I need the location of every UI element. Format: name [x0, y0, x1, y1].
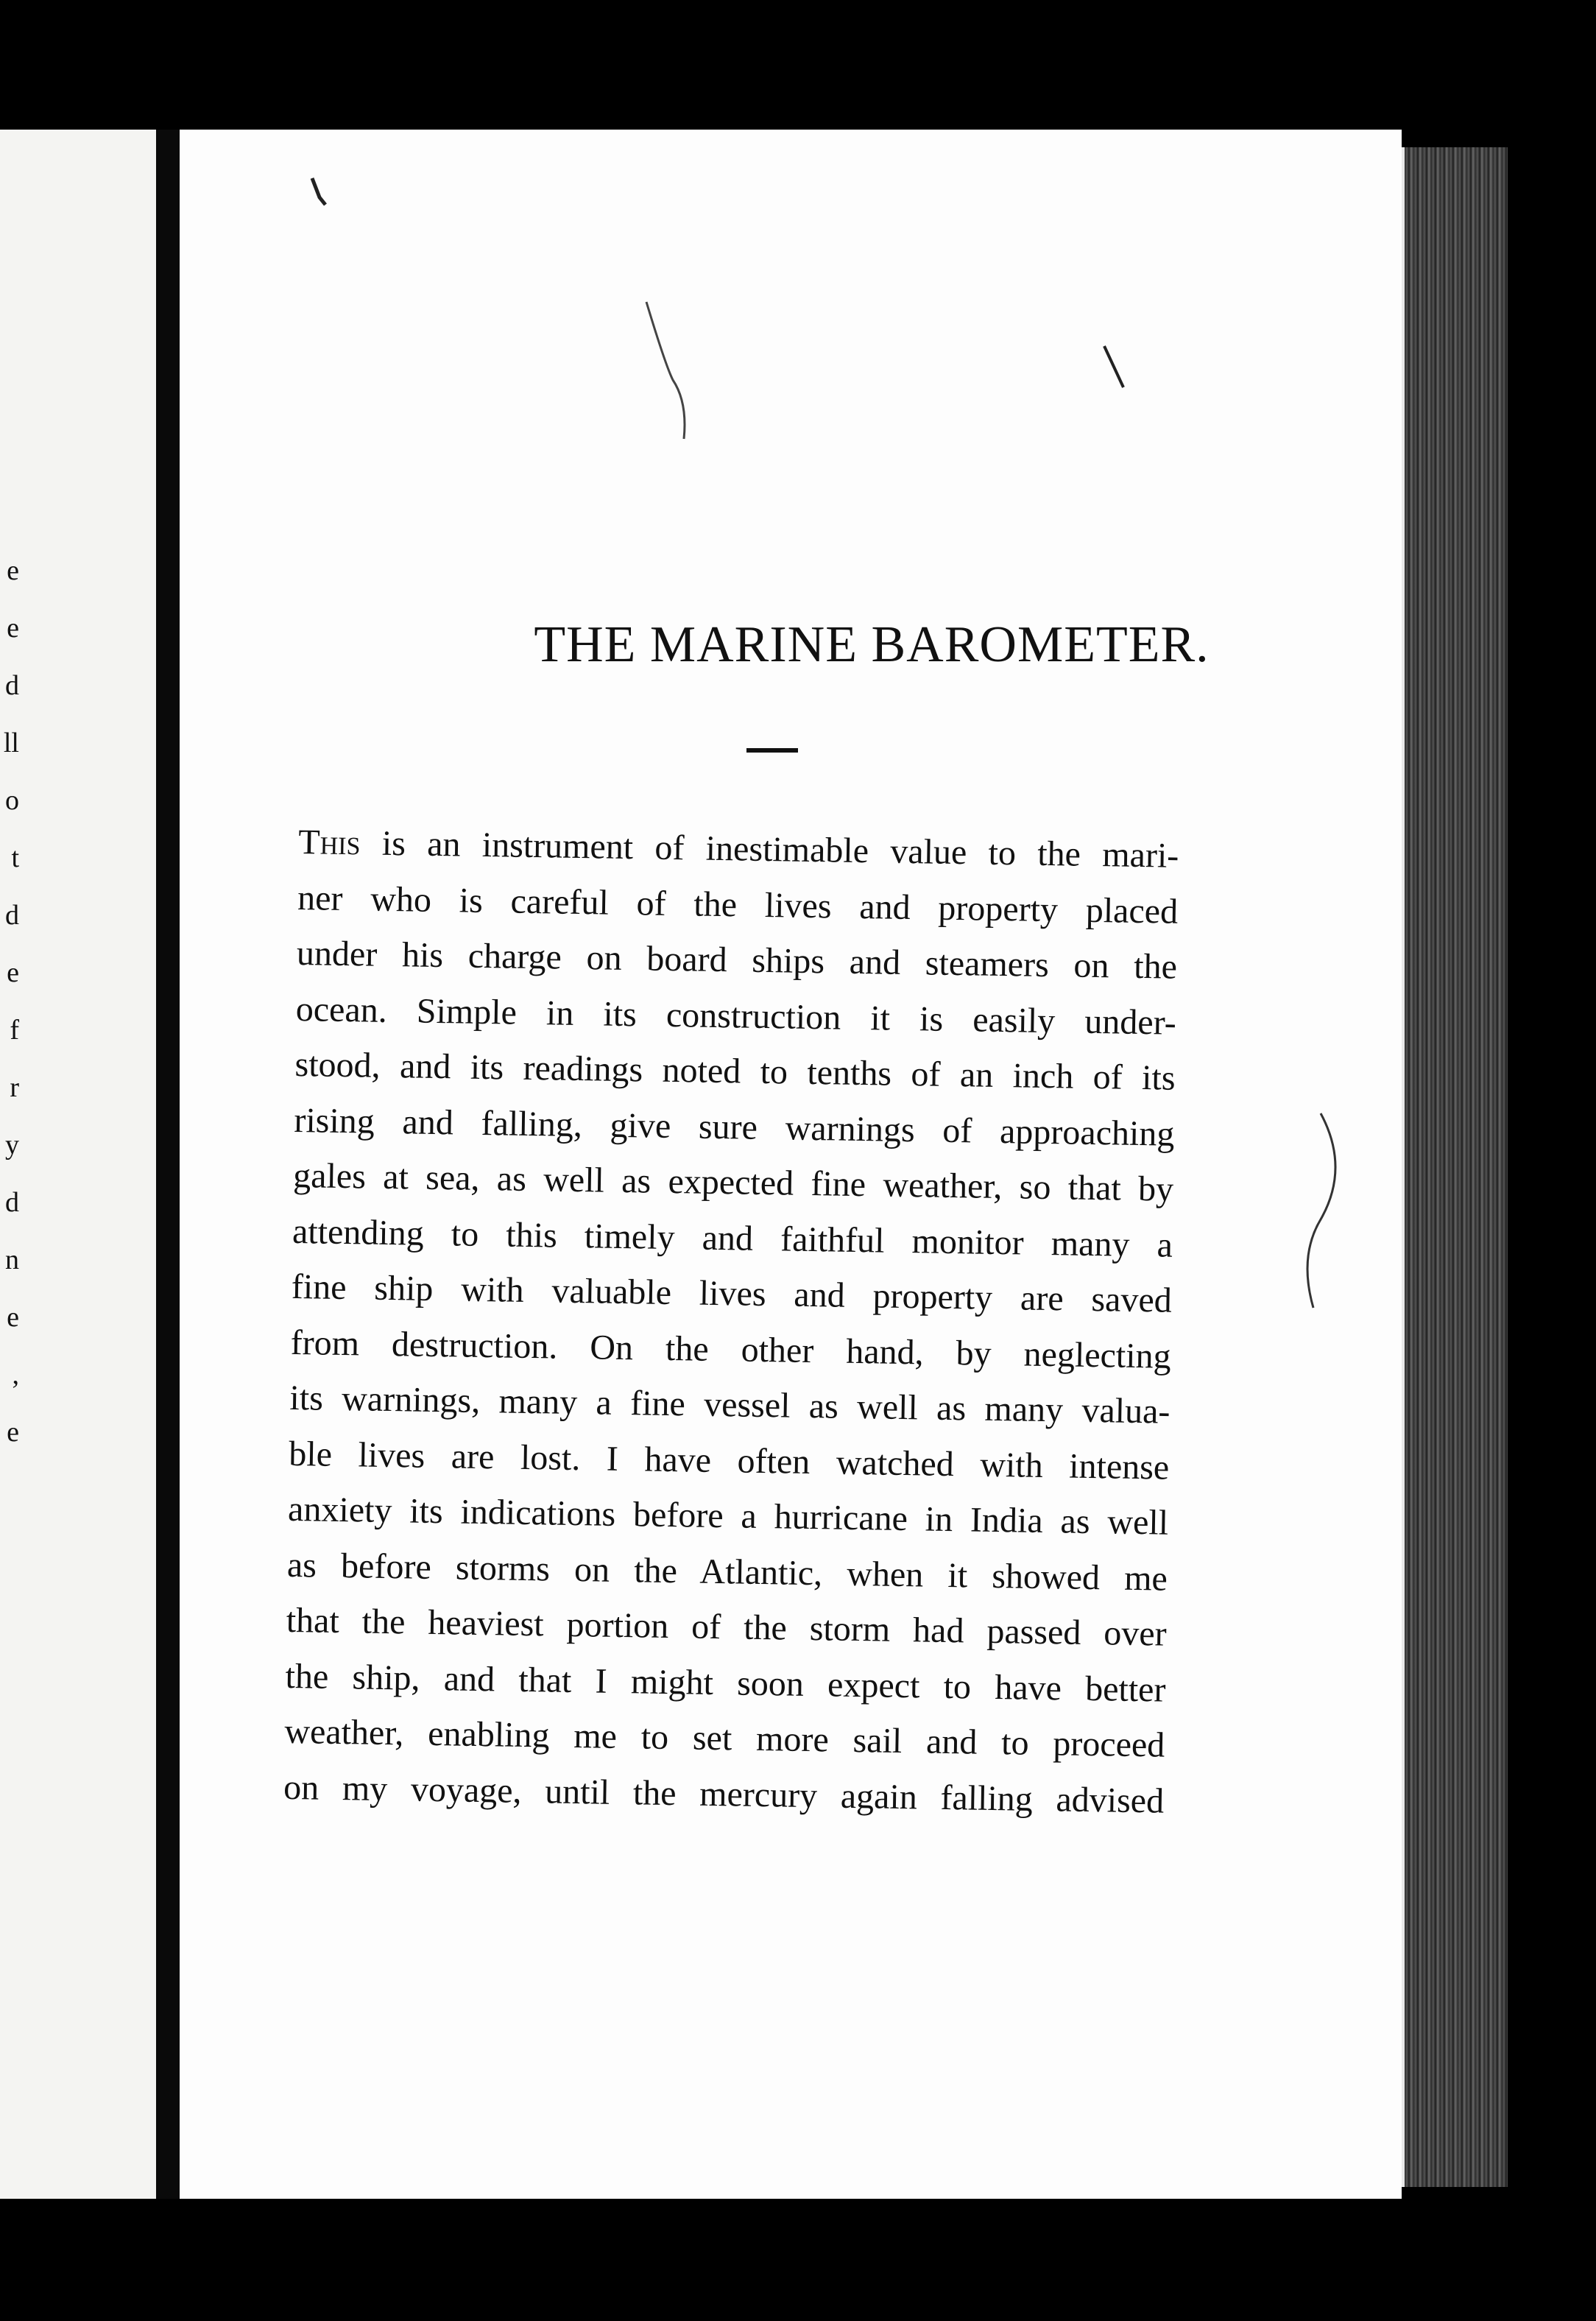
- text-line: ner who is careful of the lives and property placed: [297, 878, 1179, 931]
- pencil-mark: [1291, 1109, 1343, 1315]
- left-edge-letter: t: [11, 842, 19, 873]
- left-edge-letter: d: [5, 670, 19, 701]
- text-line: gales at sea, as well as expected fine weather, so that by: [292, 1155, 1174, 1209]
- text-line: ble lives are lost. I have often watched with intense: [288, 1434, 1170, 1487]
- left-edge-letter: o: [5, 785, 19, 816]
- text-line: under his charge on board ships and steamers on the: [296, 933, 1178, 987]
- body-paragraph: [283, 814, 1179, 1829]
- text-line: its warnings, many a fine vessel as well as many valua-: [289, 1378, 1170, 1431]
- left-edge-letter: f: [10, 1015, 19, 1046]
- left-edge-letter: ,: [12, 1359, 19, 1390]
- left-edge-letter: e: [7, 613, 19, 644]
- drop-word: This: [297, 822, 361, 863]
- left-edge-letter: e: [7, 1302, 19, 1333]
- text-line: ocean. Simple in its construction it is easily under-: [295, 989, 1177, 1043]
- title-rule: [746, 748, 798, 753]
- text-line: fine ship with valuable lives and property are saved: [291, 1267, 1173, 1320]
- text-line: attending to this timely and faithful monitor many a: [292, 1211, 1173, 1265]
- text-line: that the heaviest portion of the storm had passed over: [286, 1600, 1168, 1654]
- left-edge-letter: n: [5, 1244, 19, 1275]
- text-line: on my voyage, until the mercury again falling advised: [283, 1767, 1165, 1821]
- text-line: from destruction. On the other hand, by neglecting: [290, 1322, 1172, 1376]
- book-gutter: [156, 130, 180, 2199]
- left-edge-letter: e: [7, 1417, 19, 1448]
- left-edge-letter: e: [7, 555, 19, 586]
- left-edge-letter: r: [10, 1072, 19, 1103]
- text-line: the ship, and that I might soon expect to have better: [285, 1656, 1166, 1710]
- text-line: as before storms on the Atlantic, when it showed me: [286, 1545, 1168, 1599]
- left-edge-letter: ll: [3, 728, 19, 758]
- left-edge-letter: e: [7, 957, 19, 988]
- left-page-text-edge: [0, 542, 29, 1461]
- left-edge-letter: y: [5, 1130, 19, 1160]
- left-edge-letter: d: [5, 1187, 19, 1218]
- text-line: weather, enabling me to set more sail and to proceed: [284, 1711, 1165, 1765]
- book-page: [180, 130, 1402, 2199]
- pencil-mark: [309, 175, 339, 219]
- text-line: stood, and its readings noted to tenths of an inch of its: [294, 1044, 1176, 1098]
- pencil-mark: [1101, 343, 1131, 395]
- text-line: anxiety its indications before a hurricane in India as well: [287, 1489, 1169, 1543]
- text-line: This is an instrument of inestimable value to the mari-: [297, 822, 1179, 876]
- left-edge-letter: d: [5, 900, 19, 931]
- left-facing-page: [0, 130, 160, 2199]
- page-title: THE MARINE BAROMETER.: [534, 616, 1210, 673]
- text-line: rising and falling, give sure warnings of approaching: [294, 1100, 1175, 1154]
- book-page-edges: [1402, 147, 1508, 2187]
- pencil-mark: [643, 299, 695, 446]
